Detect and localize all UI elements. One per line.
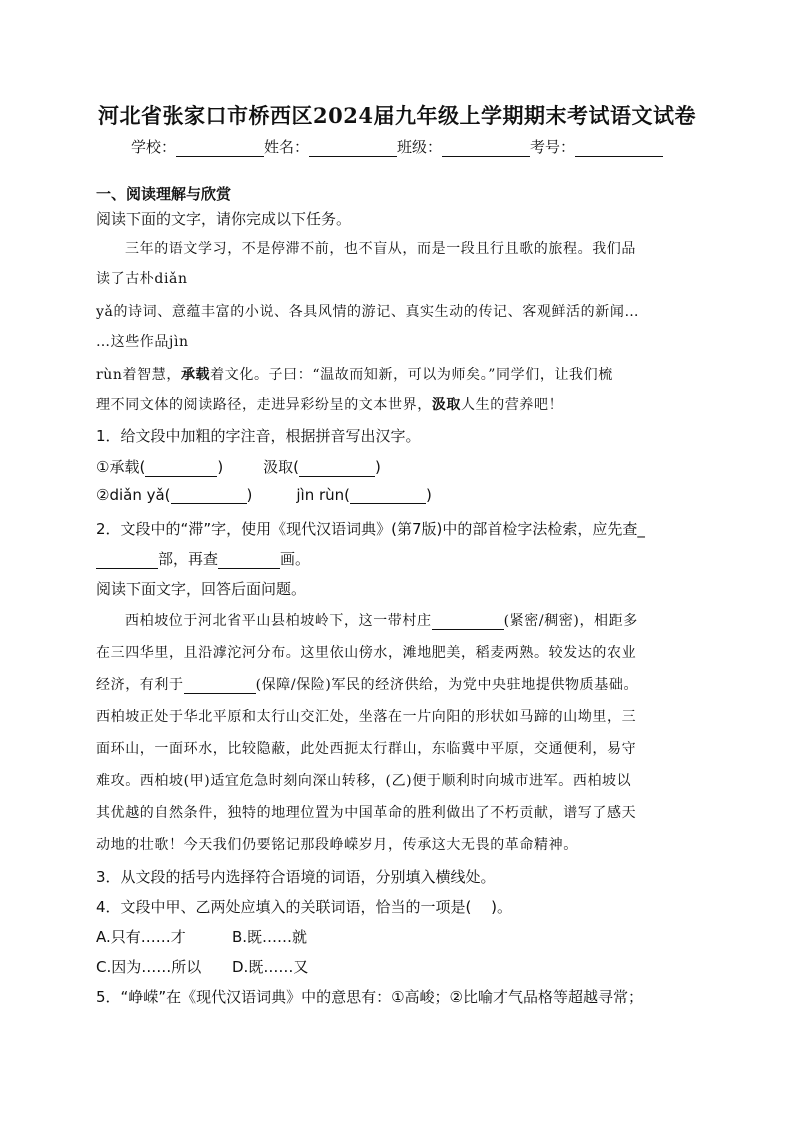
q1-a1-label: ①承载( (96, 458, 146, 476)
passage2-blank1[interactable] (432, 613, 504, 630)
question-4-options-2 (96, 956, 308, 977)
passage2-line3-a: 经济，有利于 (96, 677, 184, 693)
passage1-line2: 读了古朴diǎn (96, 271, 188, 287)
reading-intro-2: 阅读下面文字，回答后面问题。 (96, 580, 307, 598)
passage2-line8: 动地的壮歌！今天我们仍要铭记那段峥嵘岁月，传承这大无畏的革命精神。 (96, 837, 578, 853)
number-blank[interactable] (575, 140, 663, 157)
question-2-line2 (96, 548, 310, 569)
q1-a2-label: 汲取( (263, 458, 300, 476)
question-2-line1: 2．文段中的“滞”字，使用《现代汉语词典》(第7版)中的部首检字法检索，应先查_ (96, 520, 645, 538)
q2-text-b: 画。 (280, 550, 311, 568)
q1-a1-blank[interactable] (145, 460, 217, 477)
passage2-line3 (96, 674, 638, 694)
q1-a2-blank[interactable] (299, 460, 375, 477)
number-label: 考号： (530, 138, 576, 156)
passage1-line5-a: rùn着智慧， (96, 367, 181, 383)
q1-a2-paren: ) (375, 458, 381, 476)
passage1-line4: …这些作品jìn (96, 334, 189, 350)
section-heading: 一、阅读理解与欣赏 (96, 185, 232, 203)
q1-b1-label: ②diǎn yǎ( (96, 486, 171, 504)
q4-option-b[interactable]: B.既……就 (232, 928, 308, 946)
passage2-line1-a: 西柏坡位于河北省平山县柏坡岭下，这一带村庄 (125, 613, 432, 629)
passage1-line6-a: 理不同文体的阅读路径，走进异彩纷呈的文本世界， (96, 397, 432, 413)
class-label: 班级： (397, 138, 443, 156)
q1-b1-paren: ) (246, 486, 253, 504)
page-title: 河北省张家口市桥西区2024届九年级上学期期末考试语文试卷 (98, 103, 696, 128)
question-5: 5．“峥嵘”在《现代汉语词典》中的意思有：①高峻；②比喻才气品格等超越寻常； (96, 988, 643, 1006)
question-1-row-b (96, 486, 432, 504)
passage2-blank2[interactable] (184, 677, 256, 694)
class-blank[interactable] (442, 140, 530, 157)
q1-b2-blank[interactable] (350, 487, 426, 504)
q1-a1-paren: ) (217, 458, 224, 476)
passage2-line6: 难攻。西柏坡(甲)适宜危急时刻向深山转移，(乙)便于顺利时向城市进军。西柏坡以 (96, 773, 632, 789)
passage1-line6-c: 人生的营养吧！ (461, 397, 564, 413)
question-1-row-a (96, 456, 381, 477)
question-3: 3．从文段的括号内选择符合语境的词语，分别填入横线处。 (96, 868, 496, 886)
q4-option-a[interactable]: A.只有……才 (96, 928, 186, 946)
q2-text-a: 部，再查 (158, 550, 219, 568)
passage2-line5: 面环山，一面环水，比较隐蔽，此处西扼太行群山，东临冀中平原，交通便利，易守 (96, 741, 637, 757)
passage2-line1 (125, 610, 638, 630)
school-label: 学校： (130, 138, 176, 156)
q4-option-c[interactable]: C.因为……所以 (96, 958, 202, 976)
passage1-line3: yǎ的诗词、意蕴丰富的小说、各具风情的游记、真实生动的传记、客观鲜活的新闻… (96, 304, 640, 320)
q2-stroke-blank[interactable] (218, 552, 280, 569)
q1-b2-label: jìn rùn( (296, 486, 351, 504)
name-blank[interactable] (309, 140, 397, 157)
passage1-line6 (96, 394, 563, 414)
passage2-line3-b: (保障/保险)军民的经济供给，为党中央驻地提供物质基础。 (255, 677, 639, 693)
passage2-line7: 其优越的自然条件，独特的地理位置为中国革命的胜利做出了不朽贡献，谱写了感天 (96, 805, 637, 821)
q1-b1-blank[interactable] (171, 487, 247, 504)
reading-intro: 阅读下面的文字，请你完成以下任务。 (96, 210, 352, 228)
passage1-line5 (96, 364, 613, 384)
bold-word-jiqu: 汲取 (431, 397, 462, 413)
passage2-line2: 在三四华里，且沿滹沱河分布。这里依山傍水，滩地肥美，稻麦两熟。较发达的农业 (96, 645, 637, 661)
question-4-options-1 (96, 926, 307, 947)
q4-option-d[interactable]: D.既……又 (232, 958, 309, 976)
q2-radical-blank[interactable] (96, 552, 158, 569)
bold-word-chengzai: 承载 (180, 367, 211, 383)
passage1-line1: 三年的语文学习，不是停滞不前，也不盲从，而是一段且行且歌的旅程。我们品 (125, 241, 636, 257)
student-info-line (0, 136, 794, 157)
question-4: 4．文段中甲、乙两处应填入的关联词语，恰当的一项是( )。 (96, 898, 513, 916)
passage2-line4: 西柏坡正处于华北平原和太行山交汇处，坐落在一片向阳的形状如马蹄的山坳里，三 (96, 709, 637, 725)
q1-b2-paren: ) (426, 486, 432, 504)
name-label: 姓名： (263, 138, 309, 156)
school-blank[interactable] (176, 140, 264, 157)
question-1: 1．给文段中加粗的字注音，根据拼音写出汉字。 (96, 427, 421, 445)
passage2-line1-b: (紧密/稠密)，相距多 (503, 613, 638, 629)
passage1-line5-c: 着文化。子曰：“温故而知新，可以为师矣。”同学们，让我们梳 (210, 367, 613, 383)
